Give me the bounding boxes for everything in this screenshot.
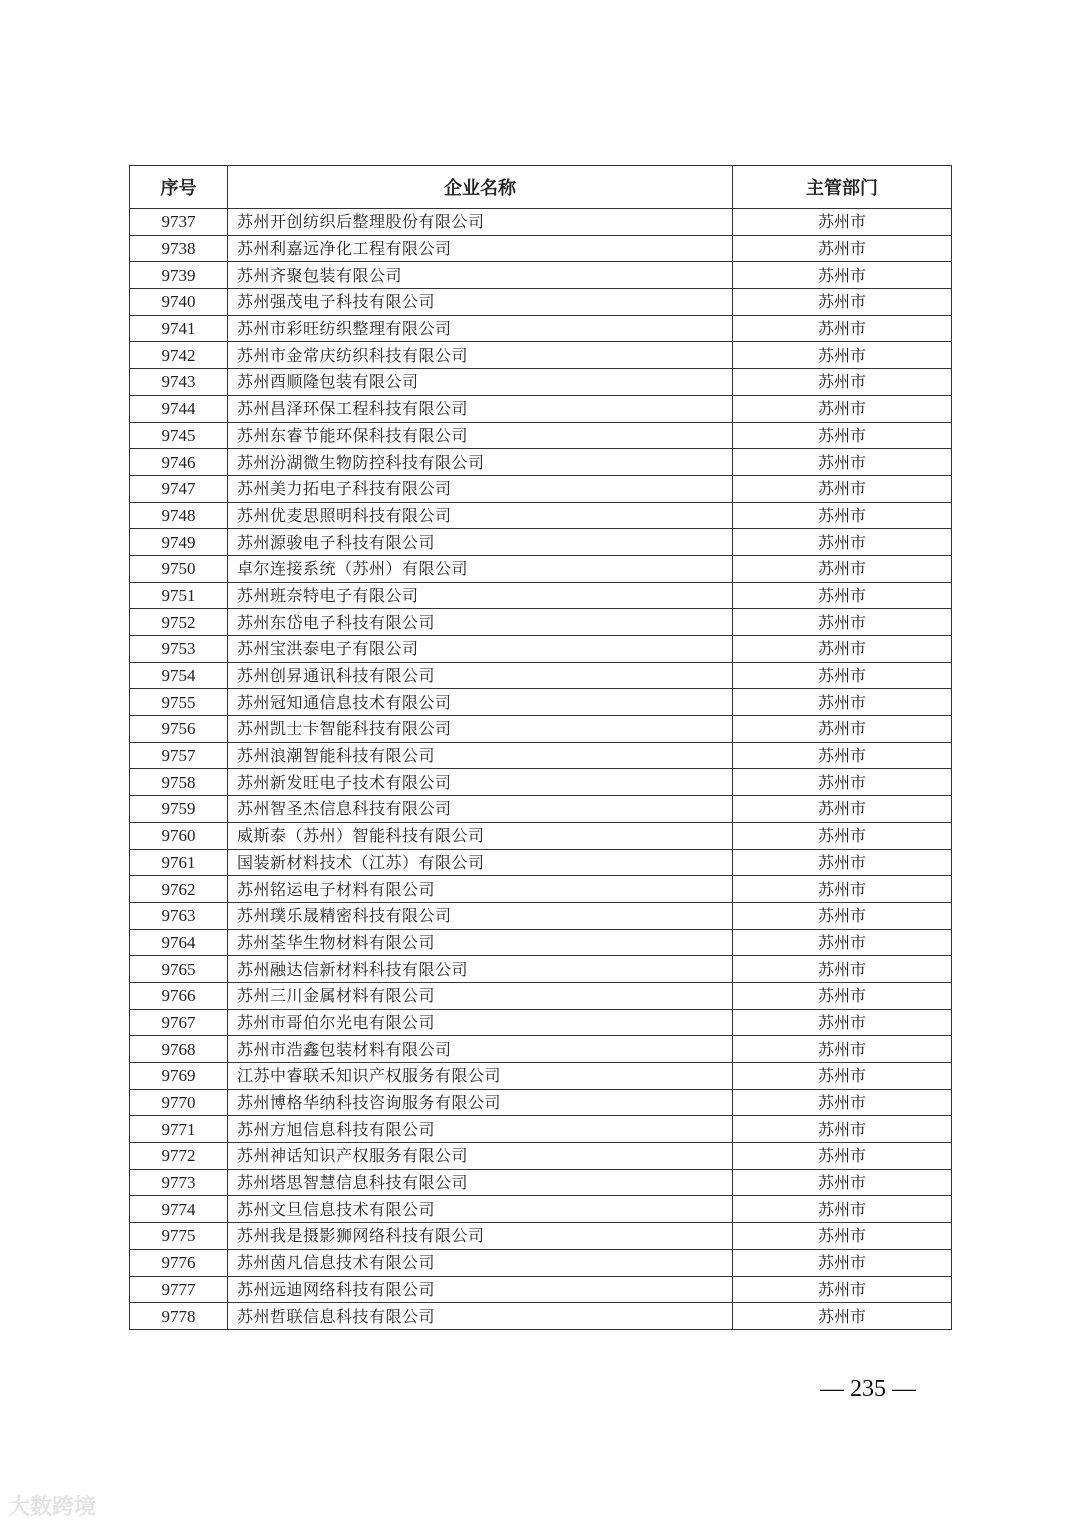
serial-cell: 9746 <box>130 449 228 476</box>
serial-cell: 9760 <box>130 822 228 849</box>
company-name-cell: 苏州汾湖微生物防控科技有限公司 <box>228 449 733 476</box>
company-name-cell: 苏州方旭信息科技有限公司 <box>228 1116 733 1143</box>
table-row <box>130 235 952 262</box>
serial-cell: 9778 <box>130 1303 228 1330</box>
department-cell: 苏州市 <box>733 502 952 529</box>
serial-cell: 9753 <box>130 636 228 663</box>
serial-cell: 9766 <box>130 982 228 1009</box>
company-name-cell: 苏州市浩鑫包装材料有限公司 <box>228 1036 733 1063</box>
company-name-cell: 威斯泰（苏州）智能科技有限公司 <box>228 822 733 849</box>
table-row <box>130 1223 952 1250</box>
department-cell: 苏州市 <box>733 209 952 236</box>
serial-cell: 9750 <box>130 555 228 582</box>
serial-cell: 9737 <box>130 209 228 236</box>
department-cell: 苏州市 <box>733 956 952 983</box>
department-cell: 苏州市 <box>733 689 952 716</box>
department-cell: 苏州市 <box>733 369 952 396</box>
table-row <box>130 956 952 983</box>
department-cell: 苏州市 <box>733 289 952 316</box>
table-row <box>130 769 952 796</box>
department-cell: 苏州市 <box>733 849 952 876</box>
department-cell: 苏州市 <box>733 1089 952 1116</box>
department-cell: 苏州市 <box>733 1169 952 1196</box>
table-row <box>130 1276 952 1303</box>
department-cell: 苏州市 <box>733 609 952 636</box>
department-cell: 苏州市 <box>733 555 952 582</box>
department-cell: 苏州市 <box>733 1009 952 1036</box>
table-row <box>130 369 952 396</box>
company-name-cell: 苏州宝洪泰电子有限公司 <box>228 636 733 663</box>
department-cell: 苏州市 <box>733 342 952 369</box>
serial-cell: 9754 <box>130 662 228 689</box>
company-name-cell: 苏州神话知识产权服务有限公司 <box>228 1143 733 1170</box>
department-cell: 苏州市 <box>733 796 952 823</box>
company-name-cell: 苏州荃华生物材料有限公司 <box>228 929 733 956</box>
table-row <box>130 395 952 422</box>
serial-cell: 9769 <box>130 1063 228 1090</box>
serial-cell: 9748 <box>130 502 228 529</box>
company-name-cell: 苏州璞乐晟精密科技有限公司 <box>228 902 733 929</box>
department-cell: 苏州市 <box>733 1249 952 1276</box>
serial-cell: 9747 <box>130 475 228 502</box>
company-name-cell: 苏州酉顺隆包装有限公司 <box>228 369 733 396</box>
table-row <box>130 1089 952 1116</box>
serial-cell: 9776 <box>130 1249 228 1276</box>
enterprise-table <box>129 165 952 1330</box>
company-name-cell: 苏州冠知通信息技术有限公司 <box>228 689 733 716</box>
company-name-cell: 苏州塔思智慧信息科技有限公司 <box>228 1169 733 1196</box>
department-cell: 苏州市 <box>733 1116 952 1143</box>
table-row <box>130 1169 952 1196</box>
table-row <box>130 475 952 502</box>
company-name-cell: 苏州市金常庆纺织科技有限公司 <box>228 342 733 369</box>
company-name-cell: 苏州哲联信息科技有限公司 <box>228 1303 733 1330</box>
department-cell: 苏州市 <box>733 902 952 929</box>
header-company-name: 企业名称 <box>228 166 733 209</box>
serial-cell: 9740 <box>130 289 228 316</box>
serial-cell: 9771 <box>130 1116 228 1143</box>
company-name-cell: 江苏中睿联禾知识产权服务有限公司 <box>228 1063 733 1090</box>
company-name-cell: 苏州开创纺织后整理股份有限公司 <box>228 209 733 236</box>
company-name-cell: 苏州远迪网络科技有限公司 <box>228 1276 733 1303</box>
department-cell: 苏州市 <box>733 582 952 609</box>
department-cell: 苏州市 <box>733 395 952 422</box>
serial-cell: 9752 <box>130 609 228 636</box>
serial-cell: 9765 <box>130 956 228 983</box>
company-name-cell: 卓尔连接系统（苏州）有限公司 <box>228 555 733 582</box>
serial-cell: 9775 <box>130 1223 228 1250</box>
company-name-cell: 苏州我是摄影狮网络科技有限公司 <box>228 1223 733 1250</box>
company-name-cell: 苏州文旦信息技术有限公司 <box>228 1196 733 1223</box>
company-name-cell: 苏州智圣杰信息科技有限公司 <box>228 796 733 823</box>
company-name-cell: 苏州班奈特电子有限公司 <box>228 582 733 609</box>
table-row <box>130 342 952 369</box>
table-row <box>130 502 952 529</box>
serial-cell: 9773 <box>130 1169 228 1196</box>
table-row <box>130 742 952 769</box>
table-row <box>130 636 952 663</box>
company-name-cell: 苏州市哥伯尔光电有限公司 <box>228 1009 733 1036</box>
department-cell: 苏州市 <box>733 1063 952 1090</box>
page-number: — 235 — <box>820 1376 916 1402</box>
table-row <box>130 716 952 743</box>
company-name-cell: 苏州优麦思照明科技有限公司 <box>228 502 733 529</box>
department-cell: 苏州市 <box>733 929 952 956</box>
table-row <box>130 422 952 449</box>
serial-cell: 9761 <box>130 849 228 876</box>
department-cell: 苏州市 <box>733 262 952 289</box>
department-cell: 苏州市 <box>733 716 952 743</box>
company-name-cell: 苏州东岱电子科技有限公司 <box>228 609 733 636</box>
table-row <box>130 1063 952 1090</box>
table-row <box>130 822 952 849</box>
table-row <box>130 929 952 956</box>
department-cell: 苏州市 <box>733 1143 952 1170</box>
company-name-cell: 苏州利嘉远净化工程有限公司 <box>228 235 733 262</box>
department-cell: 苏州市 <box>733 315 952 342</box>
serial-cell: 9738 <box>130 235 228 262</box>
company-name-cell: 苏州东睿节能环保科技有限公司 <box>228 422 733 449</box>
serial-cell: 9759 <box>130 796 228 823</box>
table-row <box>130 289 952 316</box>
watermark-logo: 大数跨境 <box>8 1495 97 1520</box>
serial-cell: 9751 <box>130 582 228 609</box>
department-cell: 苏州市 <box>733 769 952 796</box>
serial-cell: 9744 <box>130 395 228 422</box>
company-name-cell: 苏州源骏电子科技有限公司 <box>228 529 733 556</box>
table-row <box>130 662 952 689</box>
department-cell: 苏州市 <box>733 449 952 476</box>
department-cell: 苏州市 <box>733 235 952 262</box>
serial-cell: 9756 <box>130 716 228 743</box>
table-row <box>130 1249 952 1276</box>
table-row <box>130 529 952 556</box>
company-name-cell: 苏州齐聚包装有限公司 <box>228 262 733 289</box>
serial-cell: 9777 <box>130 1276 228 1303</box>
company-name-cell: 苏州博格华纳科技咨询服务有限公司 <box>228 1089 733 1116</box>
department-cell: 苏州市 <box>733 529 952 556</box>
serial-cell: 9741 <box>130 315 228 342</box>
table-row <box>130 315 952 342</box>
department-cell: 苏州市 <box>733 1196 952 1223</box>
department-cell: 苏州市 <box>733 422 952 449</box>
company-name-cell: 苏州茵凡信息技术有限公司 <box>228 1249 733 1276</box>
serial-cell: 9772 <box>130 1143 228 1170</box>
table-row <box>130 1116 952 1143</box>
company-name-cell: 苏州铭运电子材料有限公司 <box>228 876 733 903</box>
department-cell: 苏州市 <box>733 636 952 663</box>
serial-cell: 9749 <box>130 529 228 556</box>
table-row <box>130 582 952 609</box>
company-name-cell: 苏州浪潮智能科技有限公司 <box>228 742 733 769</box>
table-row <box>130 1196 952 1223</box>
table-row <box>130 209 952 236</box>
table-row <box>130 1036 952 1063</box>
serial-cell: 9768 <box>130 1036 228 1063</box>
company-name-cell: 苏州创昇通讯科技有限公司 <box>228 662 733 689</box>
table-row <box>130 609 952 636</box>
department-cell: 苏州市 <box>733 662 952 689</box>
serial-cell: 9774 <box>130 1196 228 1223</box>
table-row <box>130 849 952 876</box>
table-row <box>130 262 952 289</box>
company-name-cell: 苏州新发旺电子技术有限公司 <box>228 769 733 796</box>
company-name-cell: 苏州融达信新材料科技有限公司 <box>228 956 733 983</box>
serial-cell: 9757 <box>130 742 228 769</box>
department-cell: 苏州市 <box>733 982 952 1009</box>
department-cell: 苏州市 <box>733 742 952 769</box>
serial-cell: 9763 <box>130 902 228 929</box>
department-cell: 苏州市 <box>733 1223 952 1250</box>
serial-cell: 9755 <box>130 689 228 716</box>
department-cell: 苏州市 <box>733 1276 952 1303</box>
table-row <box>130 796 952 823</box>
serial-cell: 9743 <box>130 369 228 396</box>
table-row <box>130 1143 952 1170</box>
serial-cell: 9758 <box>130 769 228 796</box>
serial-cell: 9767 <box>130 1009 228 1036</box>
company-name-cell: 苏州强茂电子科技有限公司 <box>228 289 733 316</box>
table-row <box>130 1009 952 1036</box>
table-row <box>130 689 952 716</box>
company-name-cell: 苏州市彩旺纺织整理有限公司 <box>228 315 733 342</box>
serial-cell: 9745 <box>130 422 228 449</box>
department-cell: 苏州市 <box>733 475 952 502</box>
company-name-cell: 苏州三川金属材料有限公司 <box>228 982 733 1009</box>
table-row <box>130 982 952 1009</box>
serial-cell: 9764 <box>130 929 228 956</box>
header-serial: 序号 <box>130 166 228 209</box>
table-row <box>130 902 952 929</box>
table-header-row <box>130 166 952 209</box>
department-cell: 苏州市 <box>733 1036 952 1063</box>
department-cell: 苏州市 <box>733 876 952 903</box>
department-cell: 苏州市 <box>733 822 952 849</box>
company-name-cell: 苏州昌泽环保工程科技有限公司 <box>228 395 733 422</box>
table-row <box>130 449 952 476</box>
table-row <box>130 555 952 582</box>
serial-cell: 9770 <box>130 1089 228 1116</box>
serial-cell: 9742 <box>130 342 228 369</box>
serial-cell: 9739 <box>130 262 228 289</box>
department-cell: 苏州市 <box>733 1303 952 1330</box>
company-name-cell: 国装新材料技术（江苏）有限公司 <box>228 849 733 876</box>
table-row <box>130 876 952 903</box>
table-row <box>130 1303 952 1330</box>
company-name-cell: 苏州美力拓电子科技有限公司 <box>228 475 733 502</box>
header-department: 主管部门 <box>733 166 952 209</box>
table-body <box>130 209 952 1330</box>
company-name-cell: 苏州凯士卡智能科技有限公司 <box>228 716 733 743</box>
serial-cell: 9762 <box>130 876 228 903</box>
